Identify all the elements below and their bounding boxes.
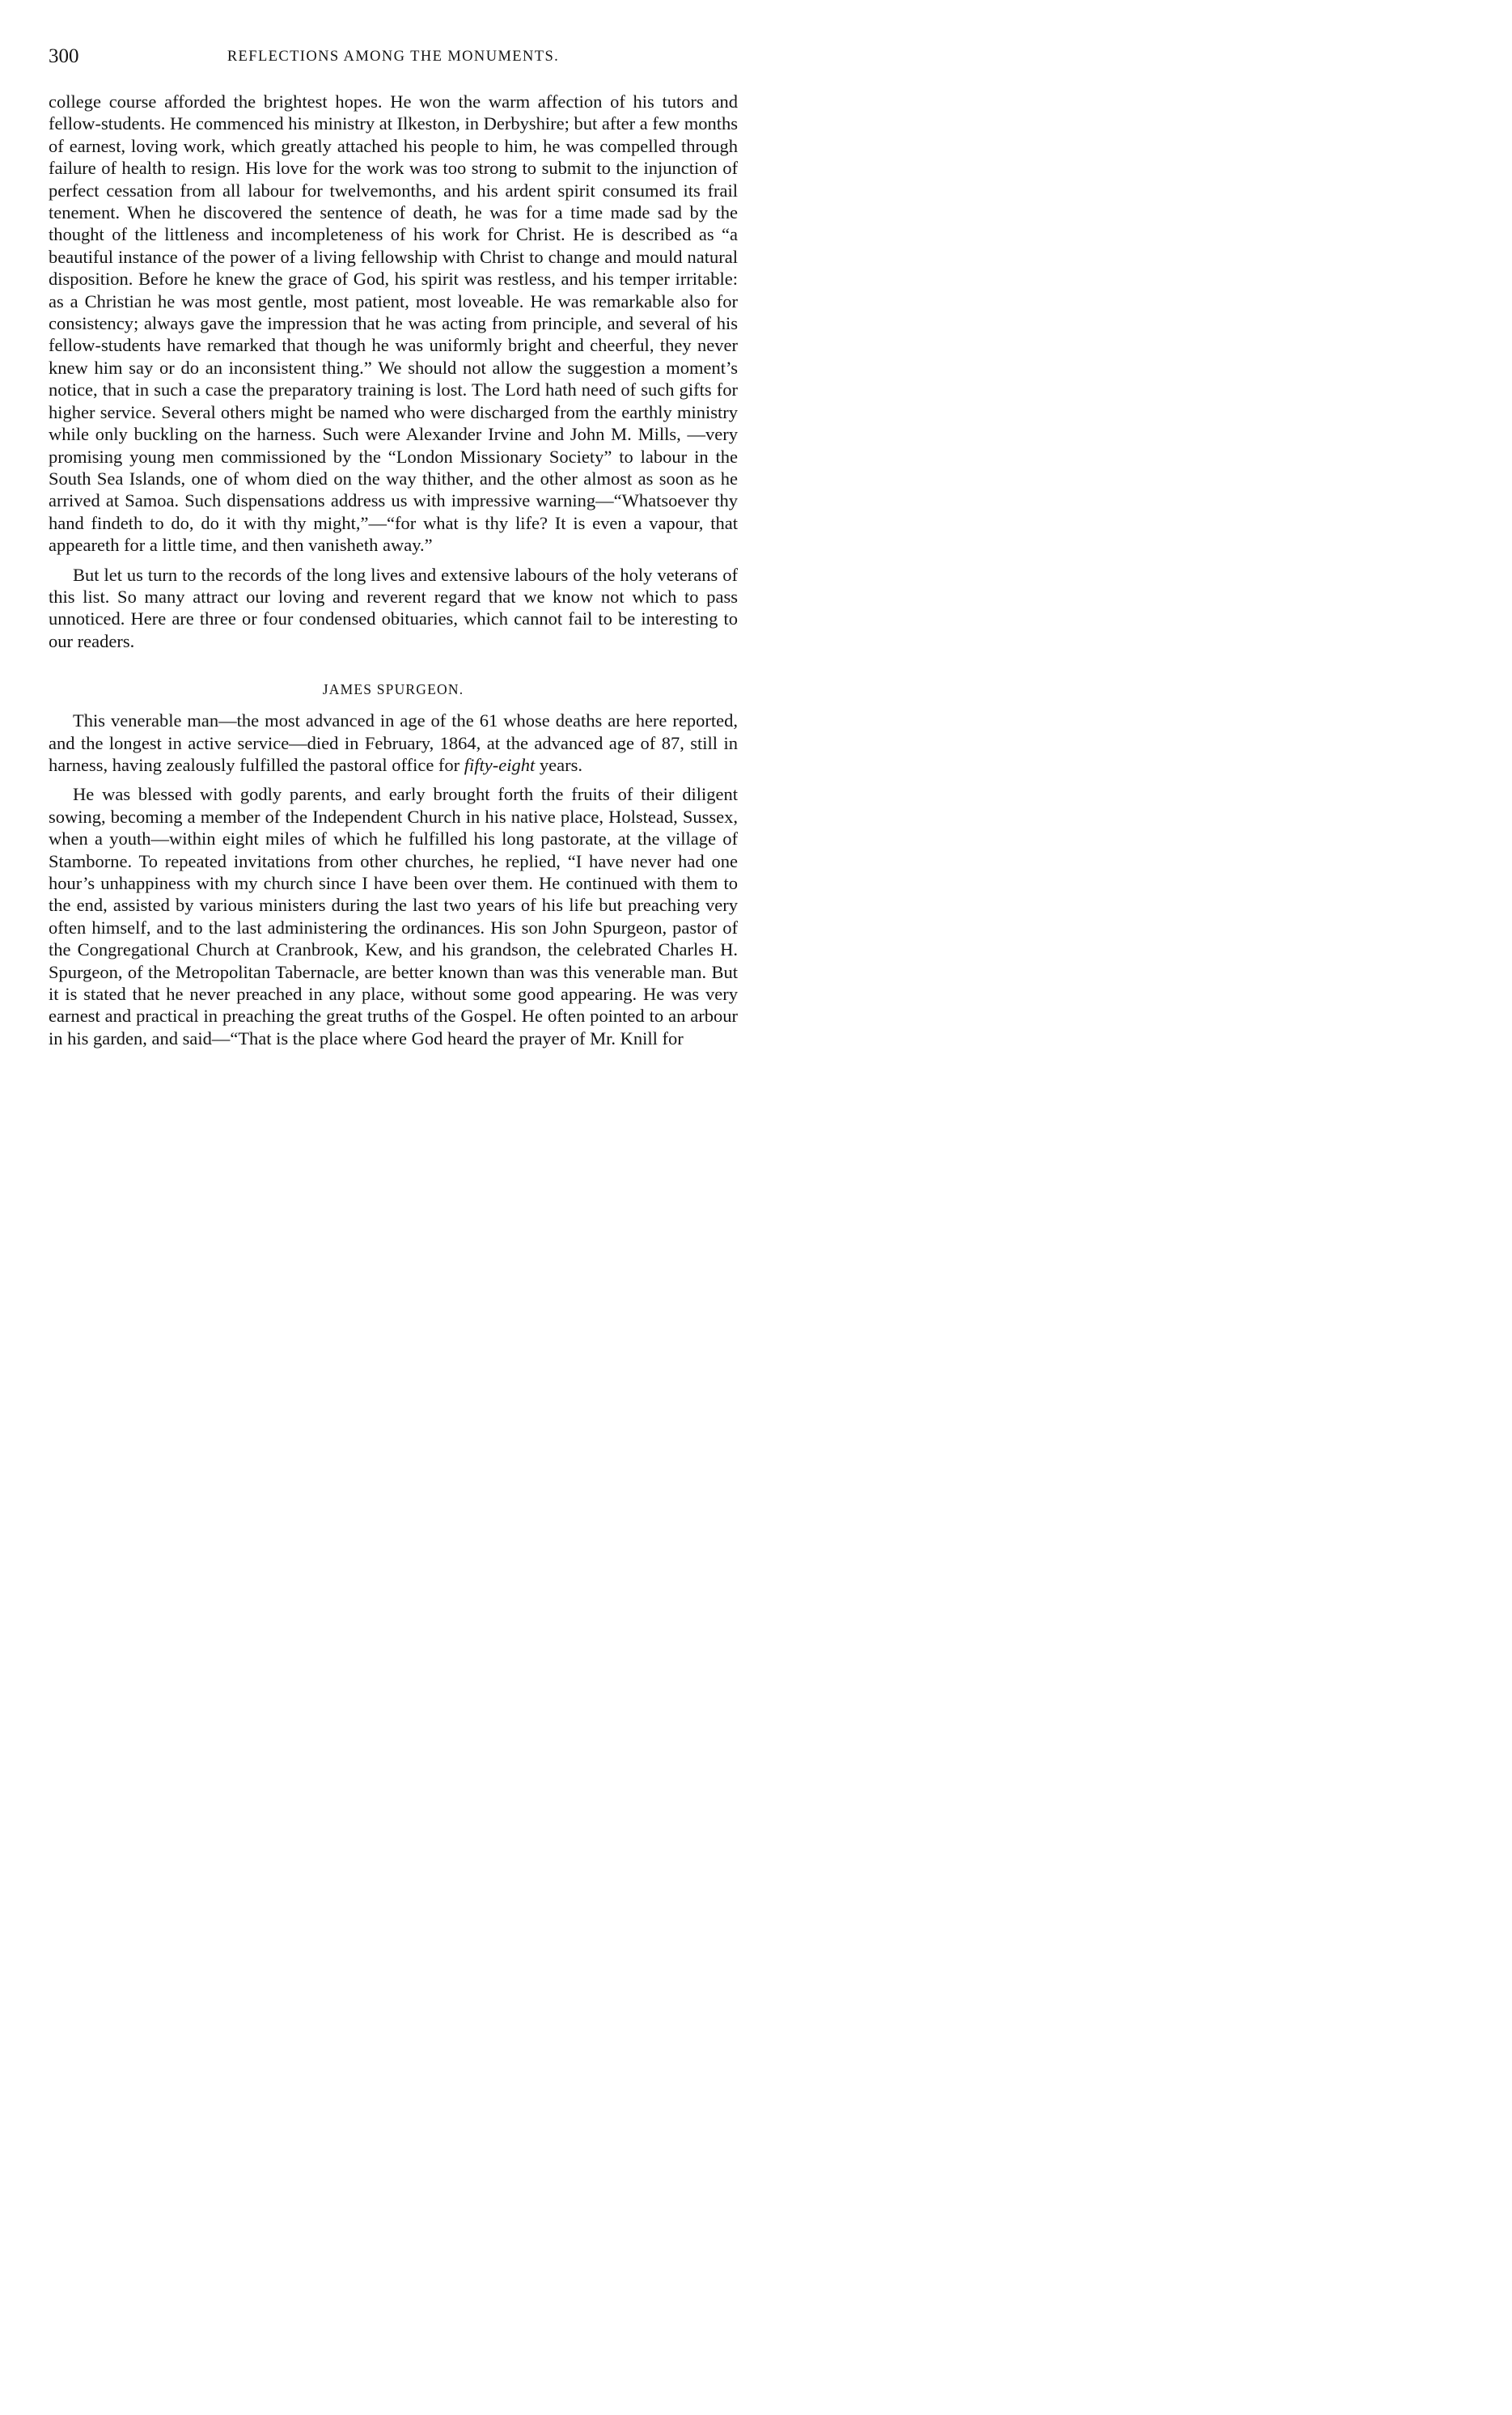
book-page [49,40,738,1049]
paragraph-spurgeon-intro-end: years. [535,754,583,775]
running-title: REFLECTIONS AMONG THE MONUMENTS. [227,49,560,65]
paragraph-veterans: But let us turn to the records of the long lives and extensive labours of the holy veterans of this list. So many attract our loving and reverent regard that we know not which to pass unnoticed. Here are three or four condensed obituaries, which cannot fail to be interesting to our readers. [49,564,738,651]
section-heading: JAMES SPURGEON. [322,681,464,698]
page-number: 300 [49,45,79,67]
paragraph-spurgeon-intro [49,710,738,776]
italic-emphasis: fifty-eight [464,754,536,775]
paragraph-spurgeon-life: He was blessed with godly parents, and early brought forth the fruits of their diligent sowing, becoming a member of the Independent Church in his native place, Holstead, Sussex, when a youth—within eight miles of which he fulfilled his long pastorate, at the village of Stamborne. To repeated invitations from other churches, he replied, “I have never had one hour’s unhappiness with my church since I have been over them. He continued with them to the end, assisted by various ministers during the last two years of his life but preaching very often himself, and to the last administering the ordinances. His son John Spurgeon, pastor of the Congregational Church at Cranbrook, Kew, and his grandson, the celebrated Charles H. Spurgeon, of the Metropolitan Tabernacle, are better known than was this venerable man. But it is stated that he never preached in any place, without some good appearing. He was very earnest and practical in preaching the great truths of the Gospel. He often pointed to an arbour in his garden, and said—“That is the place where God heard the prayer of Mr. Knill for [49,784,738,1049]
paragraph-spurgeon-intro-text: This venerable man—the most advanced in age of the 61 whose deaths are here reported, and the longest in active service—died in February, 1864, at the advanced age of 87, still in harness, having zealously fulfilled the pastoral office for [49,710,738,775]
running-header [49,40,738,73]
paragraph-continued: college course afforded the brightest hopes. He won the warm affection of his tutors and fellow-students. He commenced his ministry at Ilkeston, in Derbyshire; but after a few months of earnest, loving work, which greatly attached his people to him, he was compelled through failure of health to resign. His love for the work was too strong to submit to the injunction of perfect cessation from all labour for twelvemonths, and his ardent spirit consumed its frail tenement. When he discovered the sentence of death, he was for a time made sad by the thought of the littleness and incompleteness of his work for Christ. He is described as “a beautiful instance of the power of a living fellowship with Christ to change and mould natural disposition. Before he knew the grace of God, his spirit was restless, and his temper irritable: as a Christian he was most gentle, most patient, most loveable. He was remarkable also for consistency; always gave the impression that he was acting from principle, and several of his fellow-students have remarked that though he was uniformly bright and cheerful, they never knew him say or do an inconsistent thing.” We should not allow the suggestion a moment’s notice, that in such a case the preparatory training is lost. The Lord hath need of such gifts for higher service. Several others might be named who were discharged from the earthly ministry while only buckling on the harness. Such were Alexander Irvine and John M. Mills, —very promising young men commissioned by the “London Missionary Society” to labour in the South Sea Islands, one of whom died on the way thither, and the other almost as soon as he arrived at Samoa. Such dispensations address us with impressive warning—“Whatsoever thy hand findeth to do, do it with thy might,”—“for what is thy life? It is even a vapour, that appeareth for a little time, and then vanisheth away.” [49,91,738,556]
